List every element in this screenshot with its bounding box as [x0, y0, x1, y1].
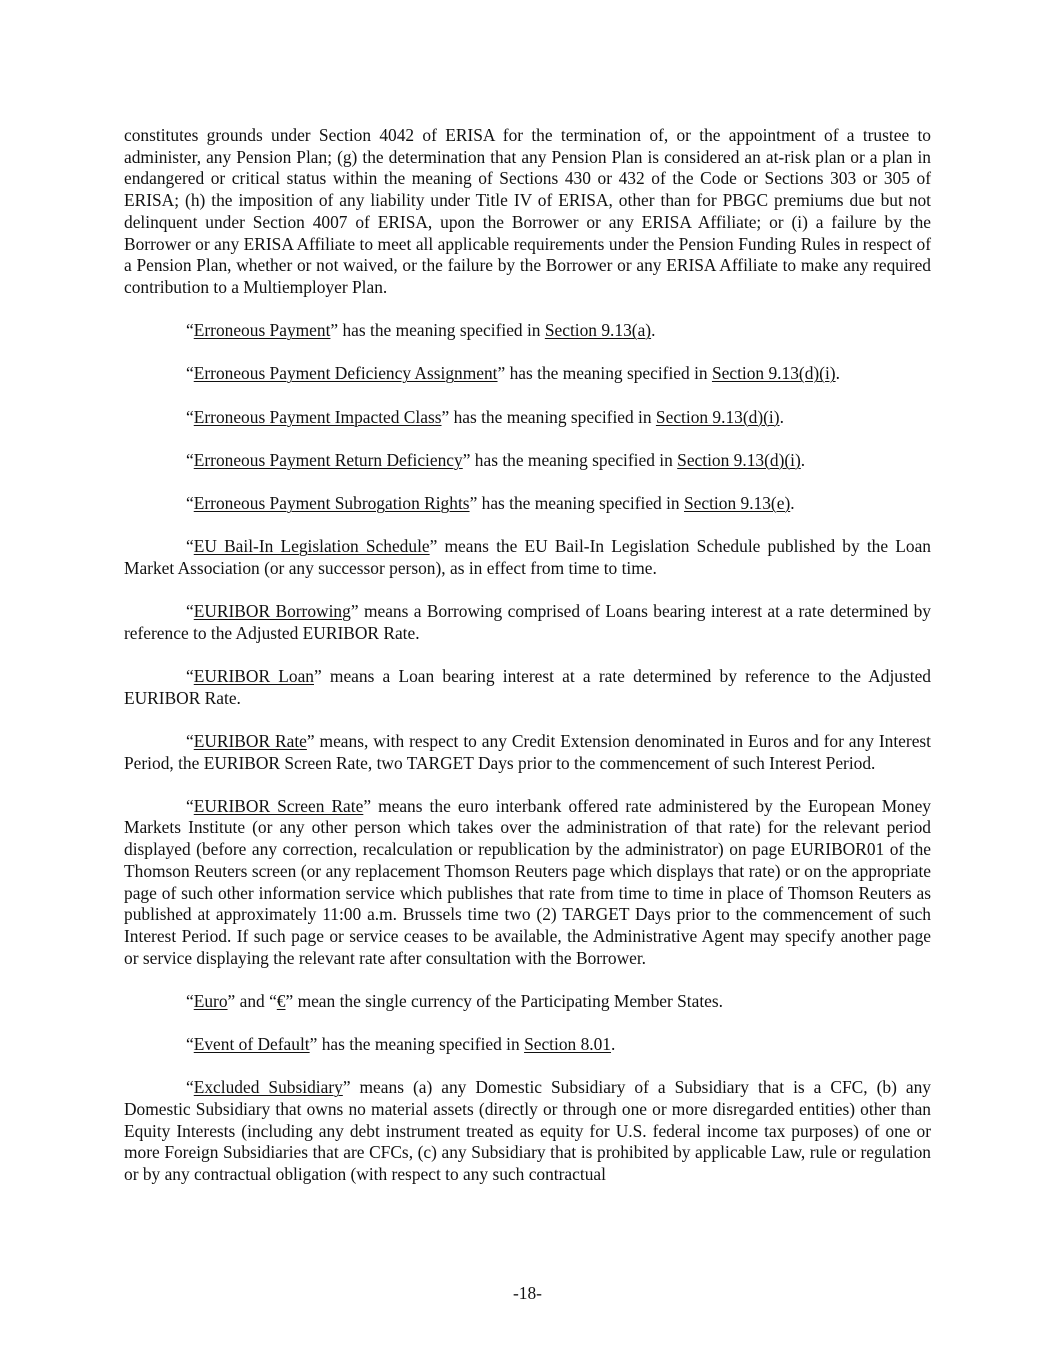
text-run: “ — [186, 536, 194, 557]
definition-euro — [124, 991, 931, 1013]
text-run: ” has the meaning specified in — [441, 406, 656, 427]
section-reference: Section 8.01 — [524, 1034, 612, 1055]
text-run: ” has the meaning specified in — [309, 1034, 525, 1055]
text-run: ” means a Loan bearing interest at a rate determined by reference to the Adjusted EURIBOR Rate. — [124, 665, 931, 708]
text-run: ” means, with respect to any Credit Extension denominated in Euros and for any Interest Period, the EURIBOR Screen Rate, two TARGET Days prior to the commencement of such Interest Period. — [124, 730, 932, 773]
text-run: “ — [186, 492, 194, 513]
paragraph-erisa-event-continued — [124, 125, 931, 299]
text-run: ” means (a) any Domestic Subsidiary of a Subsidiary that is a CFC, (b) any Domestic Subsidiary that owns no material assets (directly or through one or more disregarded entities) other than Equity Interests (including any debt instrument treated as equity for U.S. federal income tax purposes) of one or more Foreign Subsidiaries that are CFCs, (c) any Subsidiary that is prohibited by applicable Law, rule or regulation or by any contractual obligation (with respect to any such contractual — [124, 1077, 931, 1185]
text-run: . — [611, 1034, 616, 1055]
section-reference: Section 9.13(d)(i) — [711, 363, 836, 384]
text-run: “ — [186, 449, 194, 470]
defined-term-symbol: € — [276, 990, 286, 1011]
definition-event-of-default — [124, 1034, 931, 1056]
definition-euribor-borrowing — [124, 601, 931, 644]
text-run: “ — [186, 363, 194, 384]
text-run: ” mean the single currency of the Participating Member States. — [285, 990, 724, 1011]
text-run: ” has the meaning specified in — [497, 363, 712, 384]
defined-term: EU Bail-In Legislation Schedule — [193, 536, 430, 557]
defined-term: EURIBOR Loan — [193, 665, 314, 686]
defined-term: Event of Default — [193, 1034, 310, 1055]
definition-euribor-rate — [124, 731, 931, 774]
defined-term: EURIBOR Rate — [193, 730, 307, 751]
page-number: -18- — [513, 1283, 542, 1303]
definition-erroneous-payment-subrogation-rights — [124, 493, 931, 515]
section-reference: Section 9.13(e) — [683, 492, 791, 513]
defined-term: EURIBOR Screen Rate — [193, 795, 364, 816]
text-run: ” means a Borrowing comprised of Loans bearing interest at a rate determined by reference to the Adjusted EURIBOR Rate. — [124, 601, 931, 643]
definition-euribor-screen-rate — [124, 796, 931, 970]
defined-term: EURIBOR Borrowing — [193, 601, 351, 622]
text-run: “ — [186, 406, 194, 427]
text-run: . — [651, 320, 656, 341]
text-run: ” means the euro interbank offered rate administered by the European Money Markets Institute (or any other person which takes over the administration of that rate) for the relevant period displayed (before any correction, recalculation or republication by the administrator) on page EURIBOR01 of the Thomson Reuters screen (or any replacement Thomson Reuters page which displays that rate) or on the appropriate page of such other information service which publishes that rate from time to time in place of Thomson Reuters as published at approximately 11:00 a.m. Brussels time two (2) TARGET Days prior to the commencement of such Interest Period. If such page or service ceases to be available, the Administrative Agent may specify another page or service displaying the relevant rate after consultation with the Borrower. — [124, 795, 931, 968]
text-run: ” has the meaning specified in — [462, 449, 678, 470]
text-run: ” means the EU Bail-In Legislation Schedule published by the Loan Market Association (or any successor person), as in effect from time to time. — [124, 536, 931, 578]
text-run: “ — [186, 665, 194, 686]
text-run: “ — [186, 1034, 194, 1055]
definition-excluded-subsidiary — [124, 1077, 931, 1186]
defined-term: Excluded Subsidiary — [193, 1077, 343, 1098]
text-run: “ — [186, 990, 194, 1011]
defined-term: Erroneous Payment Return Deficiency — [193, 449, 463, 470]
defined-term: Euro — [193, 990, 228, 1011]
text-run: “ — [186, 1077, 194, 1098]
section-reference: Section 9.13(d)(i) — [655, 406, 780, 427]
definition-erroneous-payment-impacted-class — [124, 407, 931, 429]
document-body — [124, 125, 931, 1207]
section-reference: Section 9.13(a) — [544, 320, 652, 341]
text-run: ” has the meaning specified in — [469, 492, 684, 513]
text-run: ” has the meaning specified in — [330, 320, 545, 341]
text-run: ” and “ — [227, 990, 277, 1011]
definition-eu-bail-in-legislation-schedule — [124, 536, 931, 579]
text-run: “ — [186, 320, 194, 341]
definition-euribor-loan — [124, 666, 931, 709]
text-run: . — [800, 449, 806, 470]
text-run: . — [779, 406, 784, 427]
defined-term: Erroneous Payment Subrogation Rights — [193, 492, 470, 513]
text-run: “ — [186, 730, 194, 751]
text-run: constitutes grounds under Section 4042 of ERISA for the termination of, or the appointment of a trustee to administer, any Pension Plan; (g) the determination that any Pension Plan is considered an at-risk plan or a plan in endangered or critical status within the meaning of Sections 430 or 432 of the Code or Sections 303 or 305 of ERISA; (h) the imposition of any liability under Title IV of ERISA, other than for PBGC premiums due but not delinquent under Section 4007 of ERISA, upon the Borrower or any ERISA Affiliate; or (i) a failure by the Borrower or any ERISA Affiliate to meet all applicable requirements under the Pension Funding Rules in respect of a Pension Plan, whether or not waived, or the failure by the Borrower or any ERISA Affiliate to make any required contribution to a Multiemployer Plan. — [124, 125, 931, 297]
text-run: . — [790, 492, 795, 513]
definition-erroneous-payment-deficiency-assignment — [124, 363, 931, 385]
defined-term: Erroneous Payment Deficiency Assignment — [193, 363, 498, 384]
definition-erroneous-payment — [124, 320, 931, 342]
definition-erroneous-payment-return-deficiency — [124, 450, 931, 472]
defined-term: Erroneous Payment Impacted Class — [193, 406, 442, 427]
text-run: . — [835, 363, 840, 384]
section-reference: Section 9.13(d)(i) — [677, 449, 801, 470]
text-run: “ — [186, 601, 194, 622]
defined-term: Erroneous Payment — [193, 320, 331, 341]
text-run: “ — [186, 795, 194, 816]
